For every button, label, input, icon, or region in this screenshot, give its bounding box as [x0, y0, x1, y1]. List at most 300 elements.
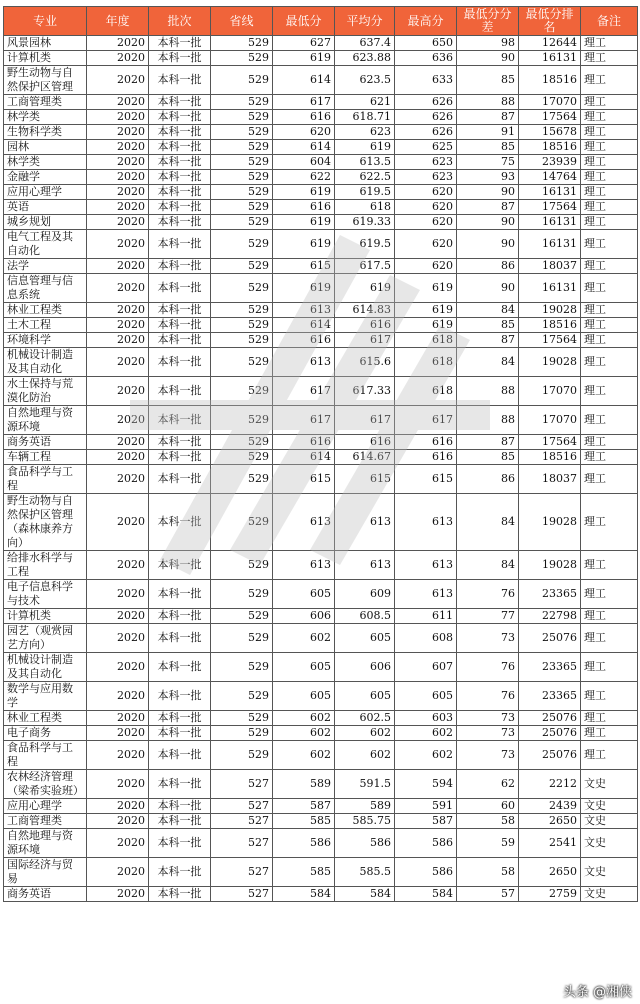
cell-max-score: 603 [395, 711, 457, 726]
cell-major: 林学类 [4, 155, 87, 170]
cell-year: 2020 [87, 155, 149, 170]
cell-max-score: 633 [395, 66, 457, 95]
cell-min-rank: 19028 [519, 494, 581, 551]
table-row [4, 51, 638, 66]
cell-province-line: 529 [211, 435, 273, 450]
cell-batch: 本科一批 [149, 887, 211, 902]
cell-avg-score: 619.33 [335, 215, 395, 230]
table-row [4, 155, 638, 170]
cell-min-diff: 90 [457, 51, 519, 66]
cell-min-diff: 62 [457, 770, 519, 799]
cell-province-line: 529 [211, 36, 273, 51]
cell-province-line: 529 [211, 682, 273, 711]
cell-max-score: 636 [395, 51, 457, 66]
cell-min-rank: 17564 [519, 333, 581, 348]
cell-year: 2020 [87, 170, 149, 185]
cell-note: 文史 [581, 887, 638, 902]
cell-year: 2020 [87, 406, 149, 435]
cell-min-score: 615 [273, 259, 335, 274]
table-row [4, 829, 638, 858]
cell-max-score: 620 [395, 200, 457, 215]
cell-province-line: 529 [211, 200, 273, 215]
cell-max-score: 616 [395, 450, 457, 465]
table-row [4, 770, 638, 799]
cell-year: 2020 [87, 110, 149, 125]
cell-avg-score: 619 [335, 274, 395, 303]
cell-note: 理工 [581, 318, 638, 333]
cell-note: 理工 [581, 726, 638, 741]
cell-min-diff: 84 [457, 348, 519, 377]
cell-batch: 本科一批 [149, 51, 211, 66]
cell-note: 理工 [581, 435, 638, 450]
cell-avg-score: 615.6 [335, 348, 395, 377]
cell-province-line: 529 [211, 726, 273, 741]
cell-min-score: 617 [273, 377, 335, 406]
cell-min-diff: 86 [457, 259, 519, 274]
cell-major: 风景园林 [4, 36, 87, 51]
header-province-line: 省线 [211, 7, 273, 36]
cell-avg-score: 618 [335, 200, 395, 215]
cell-province-line: 529 [211, 609, 273, 624]
cell-batch: 本科一批 [149, 95, 211, 110]
cell-year: 2020 [87, 653, 149, 682]
cell-min-diff: 87 [457, 333, 519, 348]
cell-min-rank: 16131 [519, 51, 581, 66]
cell-min-score: 586 [273, 829, 335, 858]
cell-note: 理工 [581, 551, 638, 580]
cell-min-score: 614 [273, 318, 335, 333]
table-row [4, 465, 638, 494]
table-row [4, 110, 638, 125]
cell-min-score: 584 [273, 887, 335, 902]
cell-min-score: 613 [273, 494, 335, 551]
table-row [4, 185, 638, 200]
cell-min-diff: 77 [457, 609, 519, 624]
cell-max-score: 605 [395, 682, 457, 711]
cell-min-score: 619 [273, 230, 335, 259]
cell-min-diff: 87 [457, 200, 519, 215]
cell-min-score: 619 [273, 51, 335, 66]
cell-note: 理工 [581, 741, 638, 770]
cell-year: 2020 [87, 450, 149, 465]
table-row [4, 494, 638, 551]
cell-min-diff: 73 [457, 741, 519, 770]
cell-major: 计算机类 [4, 609, 87, 624]
cell-batch: 本科一批 [149, 125, 211, 140]
cell-max-score: 650 [395, 36, 457, 51]
cell-avg-score: 623 [335, 125, 395, 140]
cell-min-diff: 90 [457, 230, 519, 259]
cell-batch: 本科一批 [149, 200, 211, 215]
cell-province-line: 529 [211, 580, 273, 609]
table-row [4, 140, 638, 155]
table-row [4, 303, 638, 318]
cell-major: 电子商务 [4, 726, 87, 741]
cell-min-rank: 25076 [519, 741, 581, 770]
cell-min-diff: 91 [457, 125, 519, 140]
table-body [4, 36, 638, 902]
cell-batch: 本科一批 [149, 303, 211, 318]
cell-province-line: 529 [211, 215, 273, 230]
cell-batch: 本科一批 [149, 726, 211, 741]
cell-year: 2020 [87, 551, 149, 580]
table-row [4, 125, 638, 140]
cell-min-rank: 18037 [519, 465, 581, 494]
cell-min-rank: 18516 [519, 318, 581, 333]
cell-batch: 本科一批 [149, 682, 211, 711]
table-row [4, 200, 638, 215]
cell-note: 理工 [581, 377, 638, 406]
cell-note: 理工 [581, 66, 638, 95]
cell-major: 工商管理类 [4, 814, 87, 829]
cell-major: 数学与应用数学 [4, 682, 87, 711]
cell-major: 英语 [4, 200, 87, 215]
cell-note: 文史 [581, 799, 638, 814]
cell-year: 2020 [87, 741, 149, 770]
cell-min-rank: 18516 [519, 66, 581, 95]
cell-min-diff: 86 [457, 465, 519, 494]
cell-max-score: 619 [395, 274, 457, 303]
cell-min-rank: 18037 [519, 259, 581, 274]
cell-min-rank: 17070 [519, 406, 581, 435]
cell-batch: 本科一批 [149, 465, 211, 494]
cell-avg-score: 613 [335, 551, 395, 580]
cell-major: 机械设计制造及其自动化 [4, 653, 87, 682]
cell-min-rank: 2541 [519, 829, 581, 858]
cell-min-rank: 25076 [519, 711, 581, 726]
cell-min-score: 613 [273, 551, 335, 580]
cell-min-rank: 17070 [519, 377, 581, 406]
cell-min-score: 602 [273, 741, 335, 770]
footer-watermark-text: 头条 @湘侠 [562, 985, 632, 1000]
cell-avg-score: 622.5 [335, 170, 395, 185]
cell-note: 理工 [581, 51, 638, 66]
cell-min-rank: 17564 [519, 200, 581, 215]
cell-max-score: 613 [395, 580, 457, 609]
cell-avg-score: 614.67 [335, 450, 395, 465]
cell-max-score: 625 [395, 140, 457, 155]
cell-batch: 本科一批 [149, 348, 211, 377]
cell-min-diff: 58 [457, 858, 519, 887]
cell-min-score: 622 [273, 170, 335, 185]
cell-min-diff: 76 [457, 682, 519, 711]
table-row [4, 887, 638, 902]
table-row [4, 551, 638, 580]
cell-batch: 本科一批 [149, 377, 211, 406]
cell-max-score: 611 [395, 609, 457, 624]
cell-note: 理工 [581, 110, 638, 125]
cell-min-score: 589 [273, 770, 335, 799]
cell-min-score: 613 [273, 348, 335, 377]
cell-note: 理工 [581, 348, 638, 377]
cell-note: 理工 [581, 155, 638, 170]
cell-year: 2020 [87, 580, 149, 609]
cell-province-line: 529 [211, 494, 273, 551]
table-row [4, 711, 638, 726]
cell-max-score: 586 [395, 829, 457, 858]
cell-year: 2020 [87, 624, 149, 653]
cell-province-line: 529 [211, 465, 273, 494]
cell-note: 理工 [581, 95, 638, 110]
cell-major: 生物科学类 [4, 125, 87, 140]
cell-note: 理工 [581, 259, 638, 274]
cell-batch: 本科一批 [149, 858, 211, 887]
cell-province-line: 529 [211, 185, 273, 200]
table-row [4, 333, 638, 348]
cell-year: 2020 [87, 318, 149, 333]
cell-year: 2020 [87, 377, 149, 406]
cell-avg-score: 619 [335, 140, 395, 155]
cell-year: 2020 [87, 259, 149, 274]
cell-min-diff: 75 [457, 155, 519, 170]
cell-avg-score: 618.71 [335, 110, 395, 125]
cell-province-line: 529 [211, 741, 273, 770]
cell-batch: 本科一批 [149, 814, 211, 829]
cell-max-score: 626 [395, 110, 457, 125]
cell-batch: 本科一批 [149, 435, 211, 450]
cell-note: 理工 [581, 230, 638, 259]
cell-province-line: 529 [211, 155, 273, 170]
table-row [4, 858, 638, 887]
cell-max-score: 613 [395, 551, 457, 580]
cell-max-score: 607 [395, 653, 457, 682]
cell-max-score: 594 [395, 770, 457, 799]
cell-note: 理工 [581, 653, 638, 682]
cell-note: 理工 [581, 580, 638, 609]
cell-batch: 本科一批 [149, 406, 211, 435]
cell-province-line: 529 [211, 377, 273, 406]
cell-note: 理工 [581, 711, 638, 726]
cell-batch: 本科一批 [149, 799, 211, 814]
header-major: 专业 [4, 7, 87, 36]
cell-province-line: 529 [211, 51, 273, 66]
cell-avg-score: 586 [335, 829, 395, 858]
cell-avg-score: 619.5 [335, 185, 395, 200]
cell-note: 文史 [581, 829, 638, 858]
cell-major: 电子信息科学与技术 [4, 580, 87, 609]
cell-note: 理工 [581, 609, 638, 624]
cell-max-score: 613 [395, 494, 457, 551]
cell-batch: 本科一批 [149, 624, 211, 653]
cell-min-score: 613 [273, 303, 335, 318]
cell-province-line: 529 [211, 624, 273, 653]
cell-min-diff: 88 [457, 95, 519, 110]
cell-min-score: 617 [273, 406, 335, 435]
cell-batch: 本科一批 [149, 185, 211, 200]
cell-avg-score: 623.88 [335, 51, 395, 66]
cell-province-line: 529 [211, 653, 273, 682]
cell-min-score: 587 [273, 799, 335, 814]
cell-province-line: 529 [211, 711, 273, 726]
cell-year: 2020 [87, 51, 149, 66]
cell-major: 环境科学 [4, 333, 87, 348]
cell-year: 2020 [87, 465, 149, 494]
cell-avg-score: 585.5 [335, 858, 395, 887]
cell-max-score: 623 [395, 155, 457, 170]
cell-major: 自然地理与资源环境 [4, 406, 87, 435]
cell-province-line: 529 [211, 230, 273, 259]
cell-year: 2020 [87, 95, 149, 110]
cell-province-line: 527 [211, 814, 273, 829]
cell-year: 2020 [87, 494, 149, 551]
cell-year: 2020 [87, 814, 149, 829]
cell-min-score: 617 [273, 95, 335, 110]
cell-max-score: 626 [395, 95, 457, 110]
cell-note: 理工 [581, 450, 638, 465]
cell-major: 野生动物与自然保护区管理（森林康养方向） [4, 494, 87, 551]
cell-note: 理工 [581, 200, 638, 215]
cell-province-line: 529 [211, 110, 273, 125]
cell-major: 车辆工程 [4, 450, 87, 465]
cell-note: 理工 [581, 465, 638, 494]
cell-note: 理工 [581, 303, 638, 318]
cell-year: 2020 [87, 215, 149, 230]
cell-province-line: 529 [211, 406, 273, 435]
cell-major: 应用心理学 [4, 799, 87, 814]
table-row [4, 36, 638, 51]
cell-max-score: 602 [395, 741, 457, 770]
cell-major: 法学 [4, 259, 87, 274]
header-min-score: 最低分 [273, 7, 335, 36]
cell-min-rank: 23365 [519, 682, 581, 711]
cell-avg-score: 615 [335, 465, 395, 494]
cell-avg-score: 605 [335, 624, 395, 653]
cell-province-line: 527 [211, 799, 273, 814]
cell-major: 林业工程类 [4, 711, 87, 726]
admission-scores-table [3, 6, 638, 902]
cell-max-score: 618 [395, 348, 457, 377]
cell-min-rank: 19028 [519, 348, 581, 377]
cell-province-line: 529 [211, 450, 273, 465]
cell-min-diff: 76 [457, 580, 519, 609]
cell-major: 信息管理与信息系统 [4, 274, 87, 303]
cell-min-rank: 19028 [519, 303, 581, 318]
table-row [4, 450, 638, 465]
cell-major: 水土保持与荒漠化防治 [4, 377, 87, 406]
cell-min-rank: 17070 [519, 95, 581, 110]
cell-major: 自然地理与资源环境 [4, 829, 87, 858]
cell-province-line: 529 [211, 95, 273, 110]
cell-batch: 本科一批 [149, 230, 211, 259]
cell-year: 2020 [87, 348, 149, 377]
cell-avg-score: 589 [335, 799, 395, 814]
cell-note: 理工 [581, 170, 638, 185]
cell-year: 2020 [87, 230, 149, 259]
cell-province-line: 529 [211, 140, 273, 155]
cell-province-line: 529 [211, 66, 273, 95]
cell-year: 2020 [87, 711, 149, 726]
table-row [4, 377, 638, 406]
cell-min-rank: 16131 [519, 274, 581, 303]
cell-max-score: 616 [395, 435, 457, 450]
header-min-diff: 最低分分差 [457, 7, 519, 36]
cell-major: 工商管理类 [4, 95, 87, 110]
table-row [4, 814, 638, 829]
cell-min-diff: 90 [457, 274, 519, 303]
cell-note: 文史 [581, 770, 638, 799]
cell-max-score: 620 [395, 259, 457, 274]
cell-batch: 本科一批 [149, 450, 211, 465]
cell-year: 2020 [87, 887, 149, 902]
cell-note: 理工 [581, 624, 638, 653]
header-max-score: 最高分 [395, 7, 457, 36]
cell-major: 林学类 [4, 110, 87, 125]
cell-min-diff: 84 [457, 551, 519, 580]
cell-max-score: 618 [395, 333, 457, 348]
cell-year: 2020 [87, 333, 149, 348]
admission-scores-table-wrapper [3, 6, 637, 902]
cell-year: 2020 [87, 799, 149, 814]
cell-note: 理工 [581, 215, 638, 230]
cell-province-line: 529 [211, 125, 273, 140]
cell-major: 给排水科学与工程 [4, 551, 87, 580]
cell-min-score: 616 [273, 435, 335, 450]
cell-avg-score: 617.5 [335, 259, 395, 274]
cell-note: 理工 [581, 682, 638, 711]
cell-year: 2020 [87, 303, 149, 318]
cell-note: 理工 [581, 406, 638, 435]
cell-province-line: 529 [211, 303, 273, 318]
cell-avg-score: 617 [335, 406, 395, 435]
cell-max-score: 618 [395, 377, 457, 406]
cell-min-diff: 87 [457, 435, 519, 450]
cell-min-diff: 84 [457, 494, 519, 551]
cell-min-rank: 16131 [519, 230, 581, 259]
cell-min-diff: 98 [457, 36, 519, 51]
cell-year: 2020 [87, 609, 149, 624]
table-row [4, 259, 638, 274]
table-row [4, 95, 638, 110]
table-row [4, 682, 638, 711]
cell-province-line: 529 [211, 170, 273, 185]
cell-min-diff: 93 [457, 170, 519, 185]
cell-avg-score: 621 [335, 95, 395, 110]
cell-province-line: 529 [211, 333, 273, 348]
cell-max-score: 587 [395, 814, 457, 829]
cell-avg-score: 616 [335, 435, 395, 450]
cell-major: 园林 [4, 140, 87, 155]
cell-min-score: 604 [273, 155, 335, 170]
cell-batch: 本科一批 [149, 770, 211, 799]
cell-min-diff: 87 [457, 110, 519, 125]
cell-avg-score: 623.5 [335, 66, 395, 95]
cell-min-diff: 73 [457, 624, 519, 653]
cell-year: 2020 [87, 435, 149, 450]
cell-avg-score: 609 [335, 580, 395, 609]
cell-max-score: 615 [395, 465, 457, 494]
table-row [4, 170, 638, 185]
cell-avg-score: 619.5 [335, 230, 395, 259]
header-year: 年度 [87, 7, 149, 36]
cell-min-score: 614 [273, 450, 335, 465]
cell-batch: 本科一批 [149, 318, 211, 333]
cell-min-diff: 90 [457, 185, 519, 200]
cell-major: 园艺（观赏园艺方向） [4, 624, 87, 653]
cell-min-rank: 18516 [519, 140, 581, 155]
cell-min-rank: 23365 [519, 580, 581, 609]
cell-major: 食品科学与工程 [4, 741, 87, 770]
cell-min-diff: 90 [457, 215, 519, 230]
cell-min-score: 615 [273, 465, 335, 494]
cell-min-rank: 16131 [519, 215, 581, 230]
cell-year: 2020 [87, 66, 149, 95]
cell-major: 土木工程 [4, 318, 87, 333]
cell-min-rank: 2650 [519, 814, 581, 829]
cell-min-score: 619 [273, 185, 335, 200]
cell-min-diff: 85 [457, 318, 519, 333]
cell-min-rank: 17564 [519, 110, 581, 125]
cell-year: 2020 [87, 770, 149, 799]
